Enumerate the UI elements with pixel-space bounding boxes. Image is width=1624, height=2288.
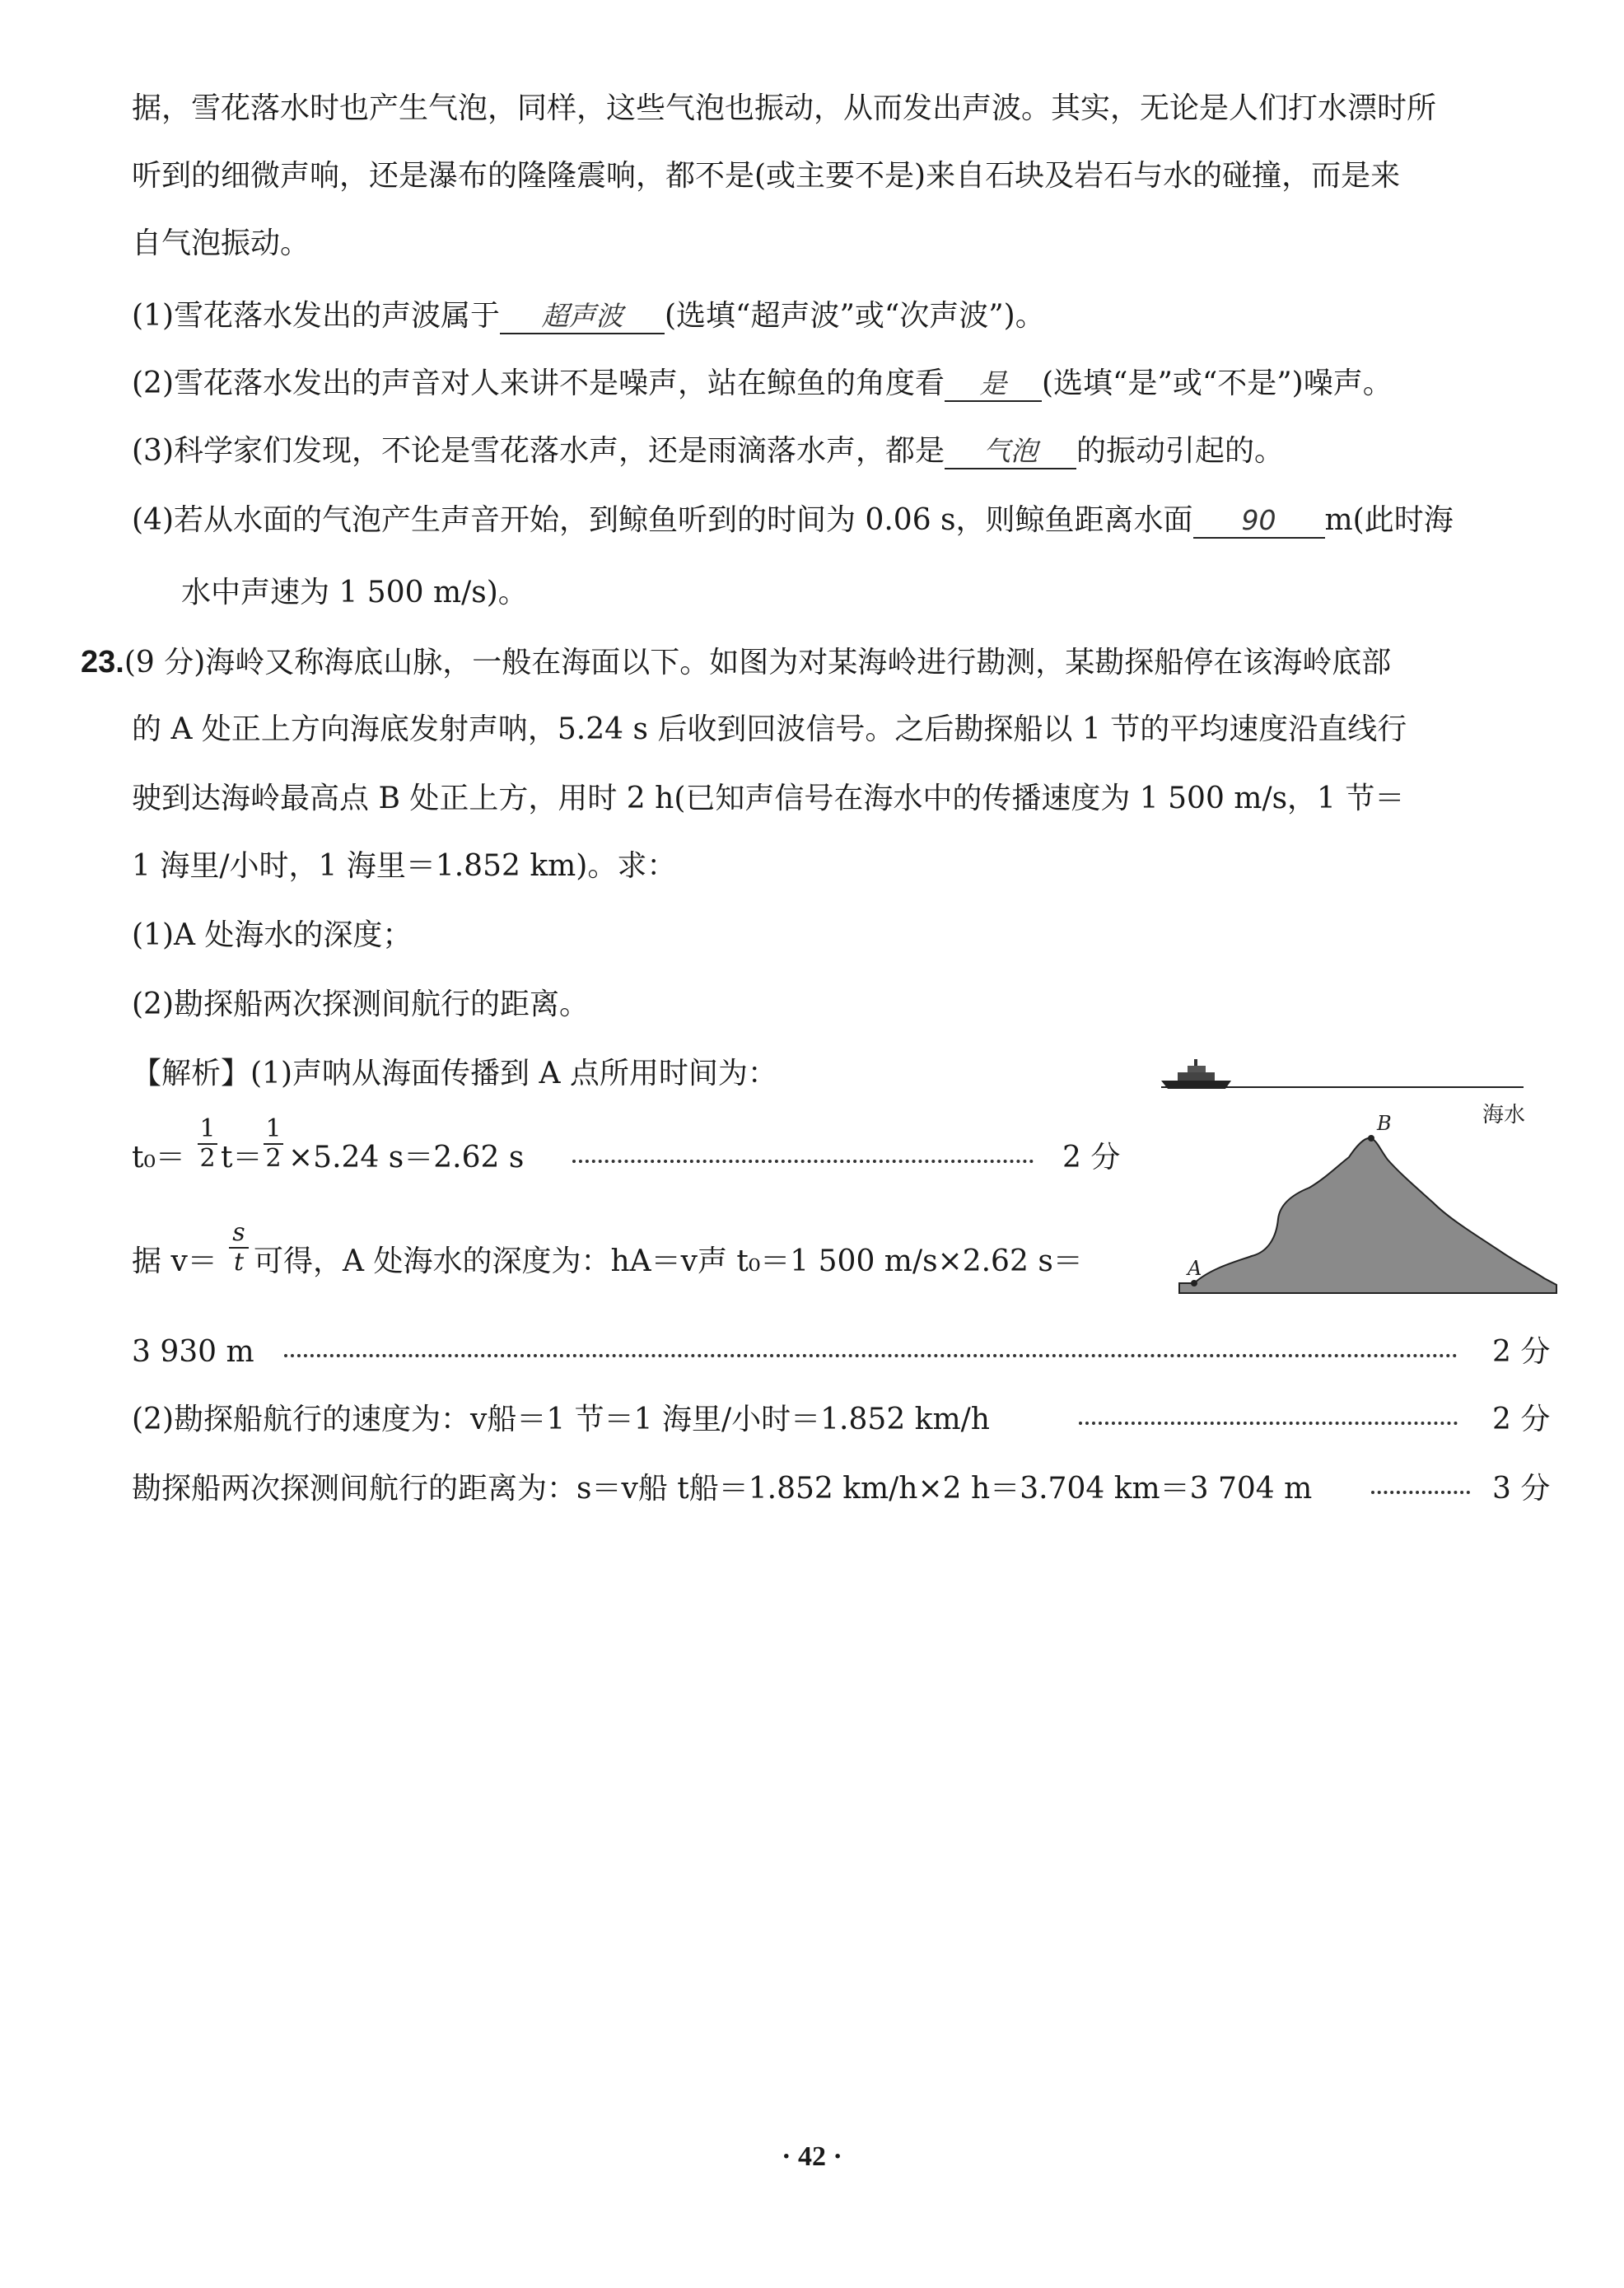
eq1-leader-dots [572, 1160, 1034, 1163]
water-label: 海水 [1482, 1103, 1526, 1128]
eq1-score: 2 分 [1062, 1141, 1121, 1174]
q22-sub4-answer: 90 [1193, 504, 1325, 539]
p2-leader-dots [1079, 1422, 1458, 1425]
q23-line-2: 的 A 处正上方向海底发射声呐，5.24 s 后收到回波信号。之后勘探船以 1 节的平均速度沿直线行 [132, 712, 1407, 746]
eq1-frac-1 [198, 1114, 217, 1173]
q23-line-1 [81, 642, 1391, 683]
eq1-rhs: ×5.24 s＝2.62 s [288, 1141, 525, 1174]
intro-line-1: 据，雪花落水时也产生气泡，同样，这些气泡也振动，从而发出声波。其实，无论是人们打水漂时所 [132, 91, 1437, 125]
q22-sub4-prefix: (4)若从水面的气泡产生声音开始，到鲸鱼听到的时间为 0.06 s，则鲸鱼距离水面 [132, 503, 1193, 537]
eq1-frac-2 [264, 1114, 283, 1173]
q22-sub2-suffix: (选填“是”或“不是”)噪声。 [1042, 367, 1393, 400]
q23-ask-1: (1)A 处海水的深度； [132, 918, 413, 952]
point-b-label: B [1377, 1112, 1392, 1135]
point-a-marker [1191, 1280, 1197, 1286]
eq2-frac-num: s [232, 1218, 245, 1247]
q22-sub3-answer: 气泡 [945, 435, 1076, 469]
solution-heading: 【解析】 [132, 1057, 251, 1090]
q22-sub2-answer: 是 [945, 367, 1042, 402]
q22-sub1-suffix: (选填“超声波”或“次声波”)。 [665, 299, 1045, 333]
q23-line-3: 驶到达海岭最高点 B 处正上方，用时 2 h(已知声信号在海水中的传播速度为 1 500 m/s，1 节＝ [132, 782, 1405, 815]
q23-ask-2: (2)勘探船两次探测间航行的距离。 [132, 988, 589, 1021]
p2-score: 2 分 [1492, 1403, 1551, 1436]
eq2-leader-dots [284, 1354, 1458, 1357]
point-b-marker [1368, 1135, 1374, 1142]
eq2-score: 2 分 [1492, 1335, 1551, 1369]
q22-sub2 [132, 364, 1393, 404]
solution-p3: 勘探船两次探测间航行的距离为：s＝v船 t船＝1.852 km/h×2 h＝3.704 km＝3 704 m [132, 1472, 1313, 1506]
eq2-frac [229, 1218, 249, 1277]
q22-sub3 [132, 432, 1284, 471]
eq1-frac-1-num: 1 [199, 1114, 216, 1143]
q22-sub1 [132, 297, 1045, 336]
p3-score: 3 分 [1492, 1472, 1551, 1506]
intro-line-2: 听到的细微声响，还是瀑布的隆隆震响，都不是(或主要不是)来自石块及岩石与水的碰撞，而是来 [132, 159, 1401, 193]
solution-p1: (1)声呐从海面传播到 A 点所用时间为： [250, 1057, 777, 1090]
solution-intro [132, 1054, 777, 1094]
q22-sub4-line2: 水中声速为 1 500 m/s)。 [181, 576, 528, 609]
solution-p2: (2)勘探船航行的速度为：v船＝1 节＝1 海里/小时＝1.852 km/h [132, 1403, 990, 1436]
intro-line-3: 自气泡振动。 [132, 226, 310, 260]
q22-sub4-suffix: m(此时海 [1324, 503, 1454, 537]
q23-number: 23. [81, 645, 124, 679]
q22-sub3-suffix: 的振动引起的。 [1076, 434, 1285, 468]
eq2-frac-den: t [233, 1248, 245, 1277]
eq1-frac-2-den: 2 [265, 1144, 282, 1173]
q22-sub4 [132, 501, 1454, 540]
eq1-frac-2-num: 1 [265, 1114, 282, 1143]
sea-ridge [1179, 1138, 1556, 1293]
eq1-frac-1-den: 2 [199, 1144, 216, 1173]
eq2-pre: 据 v＝ [132, 1244, 217, 1278]
sea-ridge-figure [1153, 1046, 1565, 1310]
q22-sub1-prefix: (1)雪花落水发出的声波属于 [132, 299, 500, 333]
point-a-label: A [1188, 1257, 1202, 1280]
q23-line-1-text: (9 分)海岭又称海底山脉，一般在海面以下。如图为对某海岭进行勘测，某勘探船停在该海岭底部 [124, 646, 1392, 679]
eq2-post: 可得，A 处海水的深度为：hA＝v声 t₀＝1 500 m/s×2.62 s＝ [254, 1244, 1083, 1278]
eq1-mid: t＝ [221, 1141, 263, 1174]
q22-sub2-prefix: (2)雪花落水发出的声音对人来讲不是噪声，站在鲸鱼的角度看 [132, 367, 945, 400]
q22-sub1-answer: 超声波 [500, 300, 665, 334]
p3-leader-dots [1371, 1491, 1470, 1494]
q22-sub3-prefix: (3)科学家们发现，不论是雪花落水声，还是雨滴落水声，都是 [132, 434, 945, 468]
q23-line-4: 1 海里/小时，1 海里＝1.852 km)。求： [132, 849, 677, 883]
eq1-lhs: t₀＝ [132, 1141, 185, 1174]
ship-icon [1161, 1059, 1231, 1089]
page-number: · 42 · [782, 2141, 842, 2172]
eq2-result: 3 930 m [132, 1335, 254, 1369]
